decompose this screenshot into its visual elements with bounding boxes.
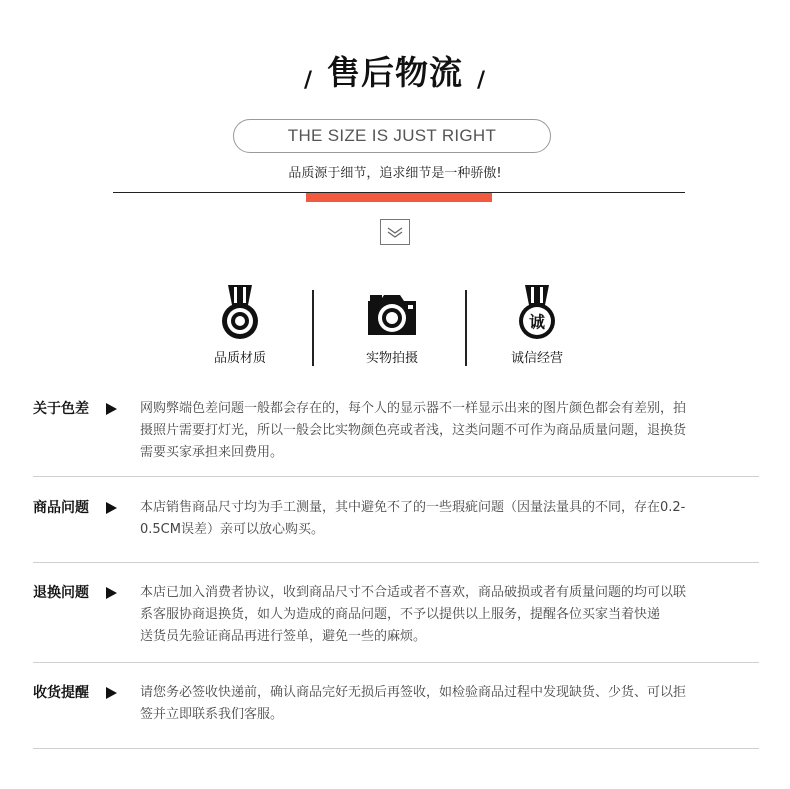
notice-return-exchange — [33, 582, 759, 652]
notice-line: 本店销售商品尺寸均为手工测量，其中避免不了的一些瑕疵问题（因量法量具的不同，存在0.2- — [140, 500, 686, 515]
chevron-down-box — [380, 219, 410, 245]
notice-title: 商品问题 — [33, 500, 89, 516]
notice-line: 网购弊端色差问题一般都会存在的，每个人的显示器不一样显示出来的图片颜色都会有差别，拍 — [140, 401, 687, 416]
notice-body — [140, 398, 760, 464]
arrow-right-icon — [106, 687, 117, 699]
arrow-right-icon — [106, 502, 117, 514]
row-separator — [33, 562, 759, 563]
notice-title: 收货提醒 — [33, 685, 89, 701]
title-text: 售后物流 — [327, 53, 463, 92]
title-slash-left: / — [303, 67, 313, 93]
tagline-pill: THE SIZE IS JUST RIGHT — [233, 119, 551, 153]
accent-bar — [306, 193, 492, 202]
notice-line: 0.5CM误差）亲可以放心购买。 — [140, 522, 324, 537]
notice-title: 关于色差 — [33, 401, 89, 417]
notice-title: 退换问题 — [33, 585, 89, 601]
title-slash-right: / — [477, 67, 487, 93]
honesty-medal-icon — [515, 283, 559, 343]
medal-icon — [218, 283, 262, 343]
subtitle: 品质源于细节，追求细节是一种骄傲! — [288, 166, 502, 181]
notice-line: 需要买家承担来回费用。 — [140, 445, 284, 460]
notice-line: 送货员先验证商品再进行签单，避免一些的麻烦。 — [140, 629, 427, 644]
camera-icon — [364, 283, 420, 343]
feature-honesty — [477, 283, 597, 373]
feature-divider — [312, 290, 314, 366]
feature-label: 诚信经营 — [510, 351, 563, 366]
row-separator — [33, 662, 759, 663]
notice-line: 签并立即联系我们客服。 — [140, 707, 284, 722]
notice-body — [140, 682, 760, 726]
feature-quality — [180, 283, 300, 373]
row-separator — [33, 476, 759, 477]
row-separator — [33, 748, 759, 749]
feature-divider — [465, 290, 467, 366]
feature-real-photo — [332, 283, 452, 373]
notice-body — [140, 497, 760, 541]
arrow-right-icon — [106, 587, 117, 599]
notice-body — [140, 582, 760, 648]
notice-line: 摄照片需要打灯光，所以一般会比实物颜色亮或者浅，这类问题不可作为商品质量问题，退换货 — [140, 423, 687, 438]
honesty-icon-text: 诚 — [528, 312, 546, 332]
notice-color-difference — [33, 398, 759, 468]
arrow-right-icon — [106, 403, 117, 415]
page-title — [0, 48, 790, 98]
notice-line: 请您务必签收快递前，确认商品完好无损后再签收，如检验商品过程中发现缺货、少货、可以拒 — [140, 685, 687, 700]
feature-label: 品质材质 — [213, 351, 266, 366]
notice-receipt-reminder — [33, 682, 759, 730]
notice-product-issue — [33, 497, 759, 545]
chevron-down-icon — [381, 220, 409, 244]
notice-line: 本店已加入消费者协议，收到商品尺寸不合适或者不喜欢，商品破损或者有质量问题的均可以联 — [140, 585, 687, 600]
feature-label: 实物拍摄 — [365, 351, 418, 366]
notice-line: 系客服协商退换货，如人为造成的商品问题，不予以提供以上服务，提醒各位买家当着快递 — [140, 607, 661, 622]
